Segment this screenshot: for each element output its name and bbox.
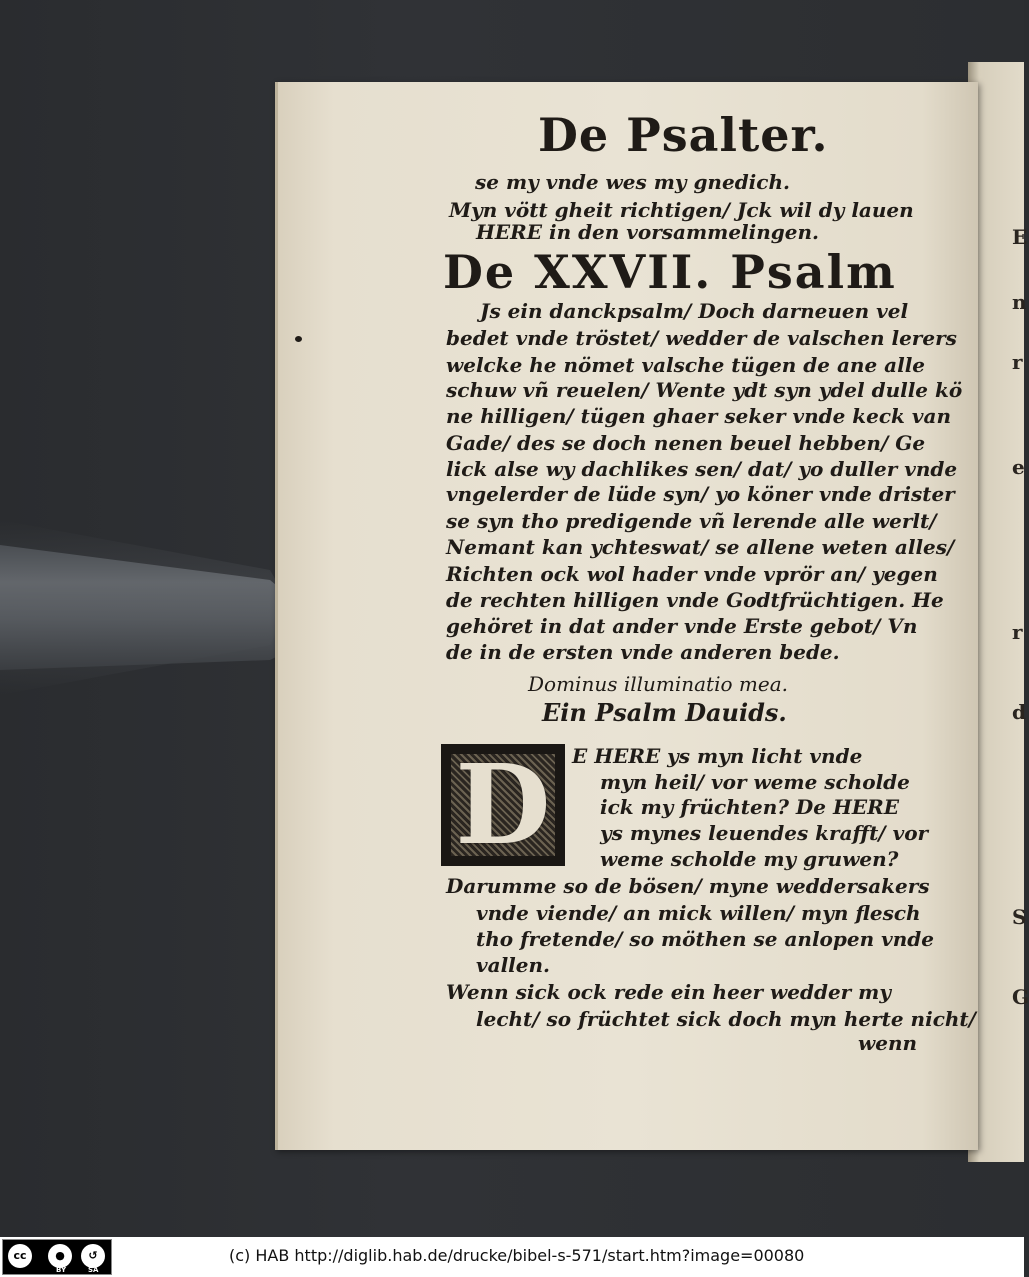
verse-line: tho fretende/ so möthen se anlopen vnde xyxy=(476,927,934,951)
verse-line: ick my früchten? De HERE xyxy=(600,795,899,819)
summary-line: de rechten hilligen vnde Godtfrüchtigen. He xyxy=(446,588,944,612)
facing-page-glyph: S xyxy=(1012,905,1027,929)
margin-mark xyxy=(295,336,302,342)
summary-line: vngelerder de lüde syn/ yo köner vnde drister xyxy=(446,482,955,506)
summary-line: welcke he nömet valsche tügen de ane alle xyxy=(446,353,926,377)
summary-line: Nemant kan ychteswat/ se allene weten alles/ xyxy=(446,535,955,559)
summary-line: lick alse wy dachlikes sen/ dat/ yo duller vnde xyxy=(446,457,958,481)
psalm-heading: De XXVII. Psalm xyxy=(443,245,897,299)
verse-line: ys mynes leuendes krafft/ vor xyxy=(600,821,929,845)
verse-line: myn heil/ vor weme scholde xyxy=(600,770,910,794)
facing-page-glyph: d xyxy=(1012,700,1026,724)
share-alike-icon: ↺ xyxy=(81,1244,105,1268)
verse-line: Wenn sick ock rede ein heer wedder my xyxy=(446,980,891,1004)
summary-line: schuw vñ reuelen/ Wente ydt syn ydel dulle kö xyxy=(446,378,963,402)
cc-icon: cc xyxy=(8,1244,32,1268)
summary-line: Richten ock wol hader vnde vprör an/ yegen xyxy=(446,562,938,586)
facing-page-glyph: r xyxy=(1012,350,1023,374)
summary-line: se syn tho predigende vñ lerende alle werlt/ xyxy=(446,509,937,533)
page-title: De Psalter. xyxy=(538,108,829,162)
summary-line: ne hilligen/ tügen ghaer seker vnde keck van xyxy=(446,404,951,428)
cc-license-badge[interactable] xyxy=(2,1239,112,1275)
verse-line: E HERE ys myn licht vnde xyxy=(572,744,863,768)
summary-line: gehöret in dat ander vnde Erste gebot/ Vn xyxy=(446,614,918,638)
decorated-initial xyxy=(441,740,565,869)
license-by-label: BY xyxy=(56,1266,67,1274)
intro-line: se my vnde wes my gnedich. xyxy=(475,170,790,194)
license-sa-label: SA xyxy=(88,1266,99,1274)
verse-line: vnde viende/ an mick willen/ myn flesch xyxy=(476,901,921,925)
latin-incipit: Dominus illuminatio mea. xyxy=(528,672,788,696)
attribution-icon: ● xyxy=(48,1244,72,1268)
facing-page-glyph: E xyxy=(1012,225,1028,249)
facing-page-glyph: n xyxy=(1012,290,1027,314)
verse-line: lecht/ so früchtet sick doch myn herte nicht/ xyxy=(476,1007,976,1031)
summary-line: de in de ersten vnde anderen bede. xyxy=(446,640,840,664)
initial-letter: D xyxy=(455,740,551,869)
psalm-subtitle: Ein Psalm Dauids. xyxy=(542,698,787,727)
summary-line: Js ein danckpsalm/ Doch darneuen vel xyxy=(480,299,909,323)
facing-page-glyph: G xyxy=(1012,985,1029,1009)
verse-line: vallen. xyxy=(476,953,551,977)
facing-page-glyph: e xyxy=(1012,455,1025,479)
summary-line: bedet vnde tröstet/ wedder de valschen lerers xyxy=(446,326,957,350)
intro-line: HERE in den vorsammelingen. xyxy=(476,220,819,244)
summary-line: Gade/ des se doch nenen beuel hebben/ Ge xyxy=(446,431,926,455)
catchword: wenn xyxy=(858,1031,918,1055)
verse-line: weme scholde my gruwen? xyxy=(600,847,899,871)
credit-line: (c) HAB http://diglib.hab.de/drucke/bibel-s-571/start.htm?image=00080 xyxy=(229,1246,805,1265)
intro-line: Myn vött gheit richtigen/ Jck wil dy lauen xyxy=(449,198,914,222)
verse-line: Darumme so de bösen/ myne weddersakers xyxy=(446,874,930,898)
facing-page-glyph: r xyxy=(1012,620,1023,644)
